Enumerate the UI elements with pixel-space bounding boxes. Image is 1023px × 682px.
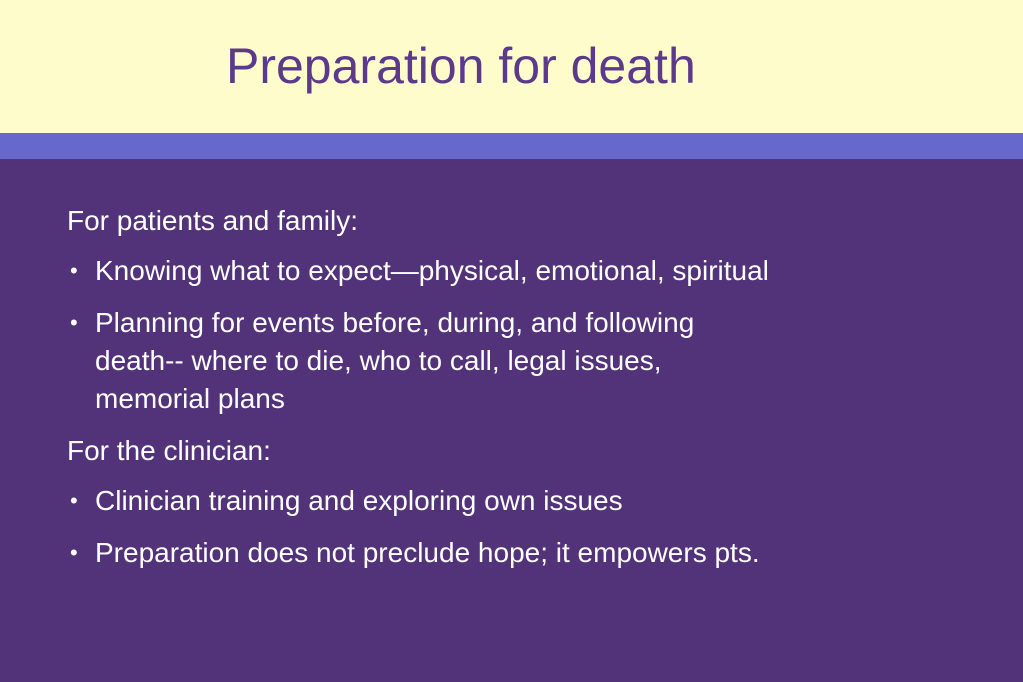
bullet-marker: • — [70, 310, 78, 335]
bullet-knowing-what-to-expect: Knowing what to expect—physical, emotional, spiritual — [95, 255, 769, 286]
bullet-clinician-training: Clinician training and exploring own issues — [95, 485, 623, 516]
section-heading-patients: For patients and family: — [67, 205, 359, 236]
bullet-planning-line-1: Planning for events before, during, and following — [95, 307, 695, 338]
bullet-marker: • — [70, 488, 78, 513]
slide-title: Preparation for death — [226, 38, 696, 94]
bullet-marker: • — [70, 540, 78, 565]
bullet-marker: • — [70, 258, 78, 283]
title-area — [0, 0, 1023, 133]
divider-stripe — [0, 133, 1023, 159]
section-heading-clinician: For the clinician: — [67, 435, 271, 466]
bullet-preparation-hope: Preparation does not preclude hope; it empowers pts. — [95, 537, 760, 568]
bullet-planning-line-2: death-- where to die, who to call, legal issues, — [95, 345, 662, 376]
bullet-planning-line-3: memorial plans — [95, 383, 285, 414]
